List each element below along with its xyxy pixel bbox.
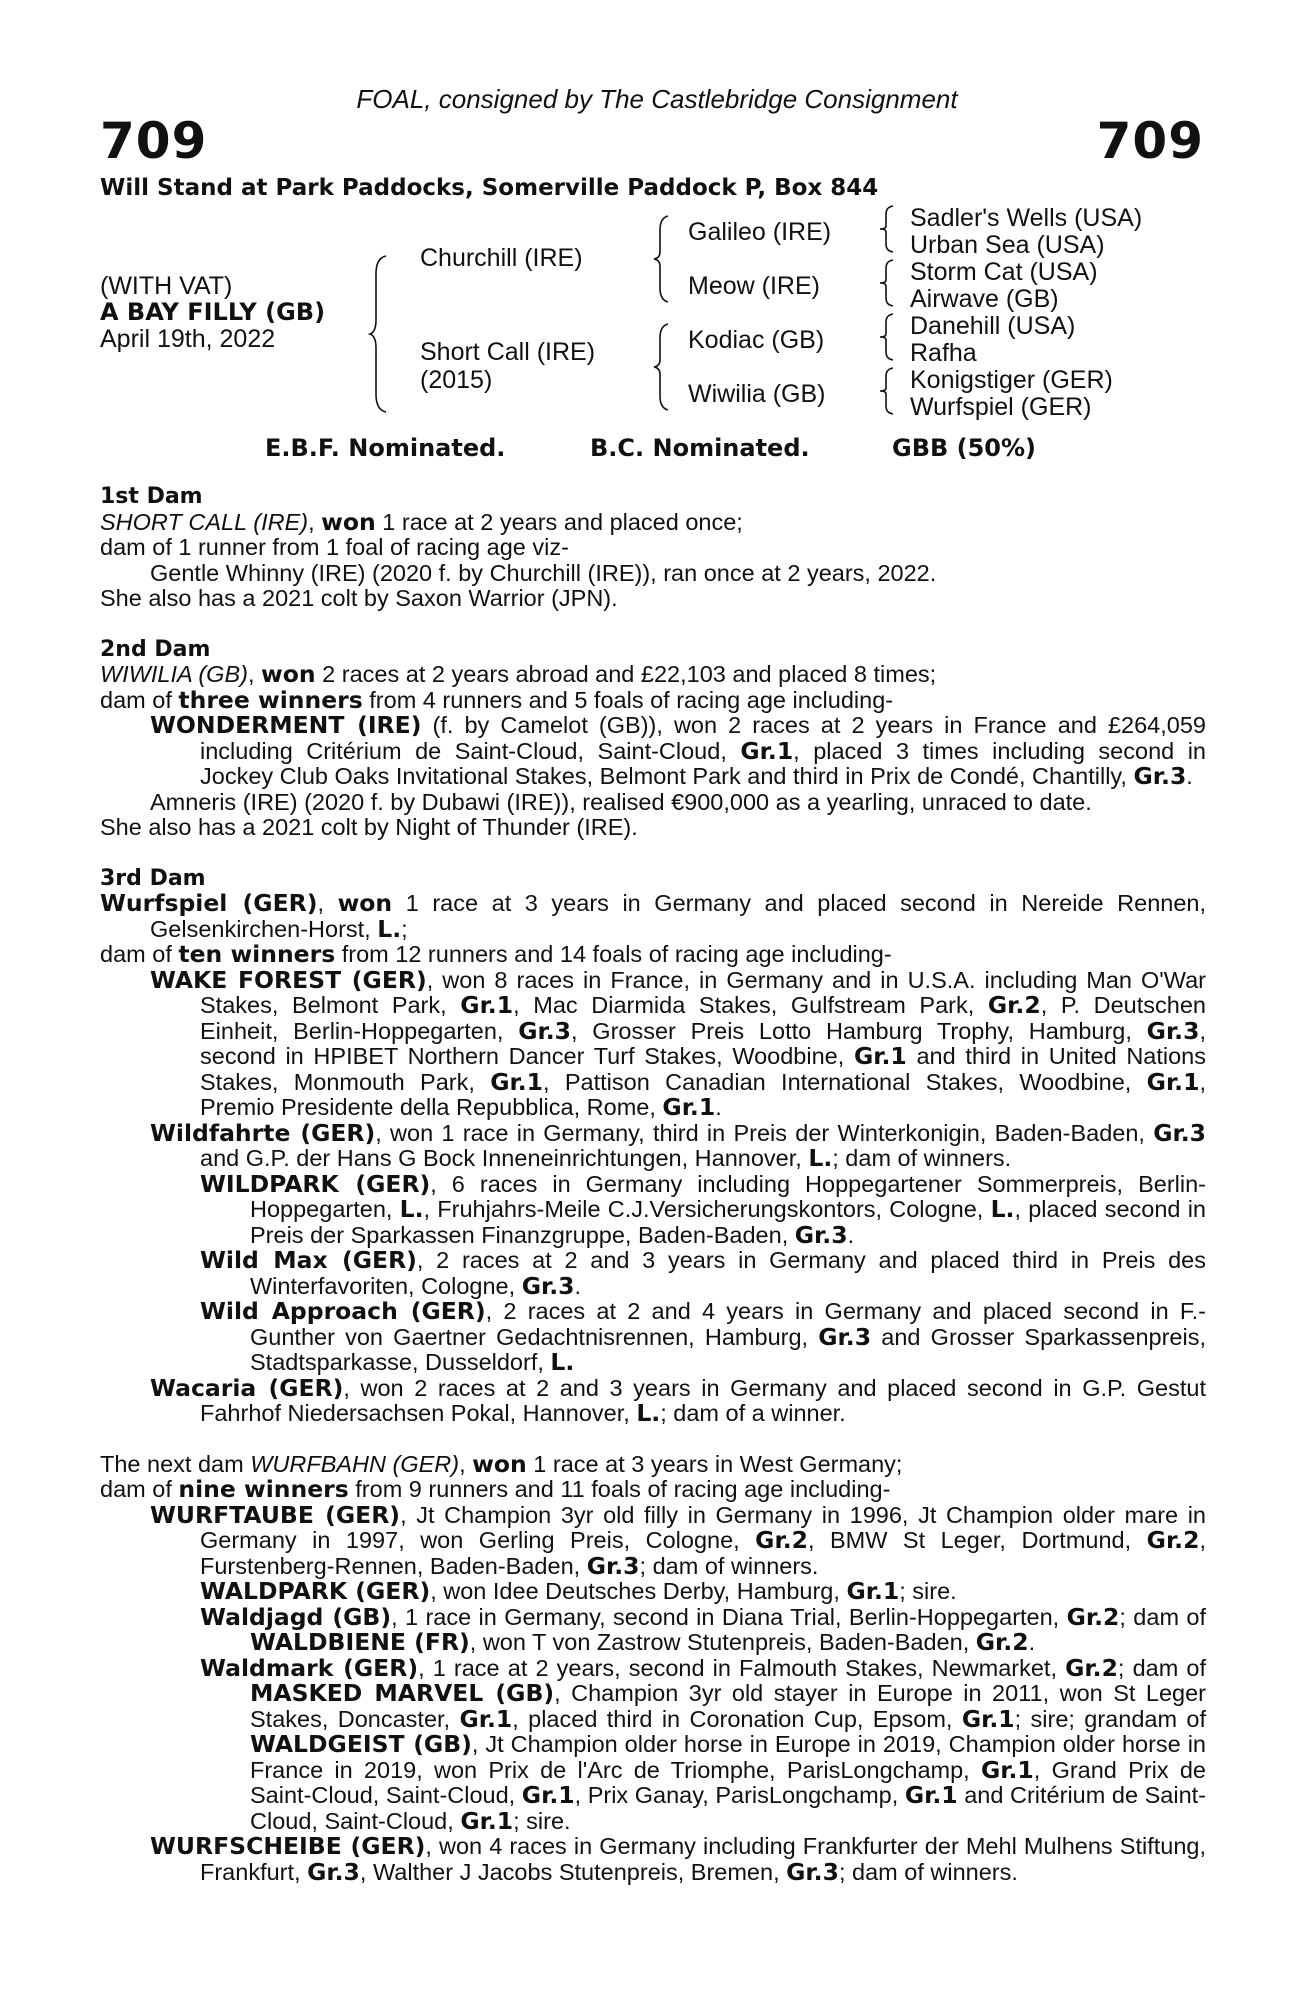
gg-8: Wurfspiel (GER) xyxy=(910,393,1092,421)
gg-5: Danehill (USA) xyxy=(910,312,1076,340)
lot-number-left: 709 xyxy=(100,112,208,170)
next-dam-produce: dam of nine winners from 9 runners and 11 foals of racing age including- xyxy=(100,1475,891,1503)
bold-run: Gr.2 xyxy=(1065,1653,1118,1682)
sire-name: Churchill (IRE) xyxy=(420,244,583,272)
bold-run: Waldmark (GER) xyxy=(200,1653,419,1682)
first-dam-also: She also has a 2021 colt by Saxon Warrior (JPN). xyxy=(100,585,618,611)
bold-run: Gr.3 xyxy=(1153,1118,1206,1147)
dam-sire: Kodiac (GB) xyxy=(688,326,825,354)
next-dam-foal-1: WURFTAUBE (GER), Jt Champion 3yr old filly in Germany in 1996, Jt Champion older mare in Germany in 1997, won Gerling Preis, Cologne, Gr.2, BMW St Leger, Dortmund, Gr.2, Furstenberg-Rennen, Baden-Baden, Gr.3; dam of winners. xyxy=(150,1500,1207,1580)
bold-run: Gr.1 xyxy=(490,1067,544,1096)
gg-1: Sadler's Wells (USA) xyxy=(910,204,1143,232)
bold-run: L. xyxy=(377,914,402,943)
bold-run: won xyxy=(472,1449,527,1478)
bold-run: nine winners xyxy=(178,1475,349,1503)
bold-run: WALDGEIST (GB) xyxy=(250,1730,472,1758)
bold-run: WALDPARK (GER) xyxy=(200,1577,431,1605)
bold-run: Gr.1 xyxy=(662,1093,716,1121)
bold-run: Gr.1 xyxy=(459,1704,513,1733)
third-dam-foal-3: Wacaria (GER), won 2 races at 2 and 3 years in Germany and placed second in G.P. Gestut Fahrhof Niedersachsen Pokal, Hannover, L.; dam of a winner. xyxy=(150,1373,1206,1427)
italic-run: WURFBAHN (GER) xyxy=(250,1450,460,1477)
bold-run: Gr.1 xyxy=(980,1755,1034,1784)
main-brace xyxy=(368,254,392,414)
gg-brace-1 xyxy=(878,204,898,254)
bold-run: Gr.3 xyxy=(586,1551,640,1580)
bold-run: Gr.3 xyxy=(818,1322,872,1351)
gg-brace-2 xyxy=(878,258,898,308)
bold-run: Gr.2 xyxy=(975,1628,1029,1656)
bold-run: Gr.2 xyxy=(755,1526,808,1554)
bold-run: Gr.3 xyxy=(518,1016,572,1045)
bold-run: ten winners xyxy=(178,940,336,968)
bold-run: won xyxy=(261,660,316,688)
italic-run: SHORT CALL (IRE) xyxy=(100,508,309,535)
bold-run: Wacaria (GER) xyxy=(150,1373,344,1402)
second-dam-foal-2: Amneris (IRE) (2020 f. by Dubawi (IRE)), realised €900,000 as a yearling, unraced to date. xyxy=(150,788,1092,815)
gg-brace-3 xyxy=(878,312,898,362)
vat-note: (WITH VAT) xyxy=(100,272,233,300)
bold-run: Gr.1 xyxy=(904,1781,958,1809)
consignment-line: FOAL, consigned by The Castlebridge Consignment xyxy=(356,84,958,114)
bold-run: MASKED MARVEL (GB) xyxy=(250,1679,555,1707)
produce-record xyxy=(100,484,1206,1885)
first-dam-produce: dam of 1 runner from 1 foal of racing age viz- xyxy=(100,534,569,560)
gg-2: Urban Sea (USA) xyxy=(910,231,1105,259)
third-dam-line: Wurfspiel (GER), won 1 race at 3 years in Germany and placed second in Nereide Rennen, Gelsenkirchen-Horst, L.; xyxy=(100,889,1206,943)
dam-name: Short Call (IRE) xyxy=(420,338,596,366)
dam-dam: Wiwilia (GB) xyxy=(688,380,826,408)
sire-sire: Galileo (IRE) xyxy=(688,218,832,246)
third-dam-grandfoal-3: Wild Approach (GER), 2 races at 2 and 4 years in Germany and placed second in F.-Gunther von Gaertner Gedachtnisrennen, Hamburg, Gr.3 and Grosser Sparkassenpreis, Stadtsparkasse, Dusseldorf, L. xyxy=(200,1297,1206,1376)
italic-run: WIWILIA (GB) xyxy=(100,661,248,687)
sire-dam: Meow (IRE) xyxy=(688,272,820,300)
bold-run: Waldjagd (GB) xyxy=(200,1602,392,1631)
sire-brace xyxy=(652,214,674,304)
bold-run: WONDERMENT (IRE) xyxy=(150,711,422,739)
dam-brace xyxy=(652,322,674,412)
bold-run: Gr.1 xyxy=(853,1042,907,1070)
bold-run: Wildfahrte (GER) xyxy=(150,1118,376,1147)
bold-run: Gr.2 xyxy=(987,991,1041,1019)
bold-run: Gr.3 xyxy=(786,1857,839,1886)
first-dam-heading: 1st Dam xyxy=(100,484,203,509)
next-dam-grandfoal-3: Waldmark (GER), 1 race at 2 years, second in Falmouth Stakes, Newmarket, Gr.2; dam of MASKED MARVEL (GB), Champion 3yr old stayer in Europe in 2011, won St Leger Stakes, Doncaster, Gr.1, placed third in Coronation Cup, Epsom, Gr.1; sire; grandam of WALDGEIST (GB), Jt Champion older horse in Europe in 2019, Champion older horse in France in 2019, won Prix de l'Arc de Triomphe, ParisLongchamp, Gr.1, Grand Prix de Saint-Cloud, Saint-Cloud, Gr.1, Prix Ganay, ParisLongchamp, Gr.1 and Critérium de Saint-Cloud, Saint-Cloud, Gr.1; sire. xyxy=(200,1653,1206,1835)
bold-run: WAKE FOREST (GER) xyxy=(150,965,427,994)
bold-run: Gr.3 xyxy=(307,1857,360,1886)
bold-run: Gr.3 xyxy=(521,1271,575,1300)
next-dam-line: The next dam WURFBAHN (GER), won 1 race at 3 years in West Germany; xyxy=(100,1449,903,1478)
gg-6: Rafha xyxy=(910,339,977,367)
bold-run: Gr.1 xyxy=(460,1806,514,1835)
bold-run: won xyxy=(321,507,376,536)
first-dam-foal: Gentle Whinny (IRE) (2020 f. by Churchill (IRE)), ran once at 2 years, 2022. xyxy=(150,559,937,586)
bold-run: Wurfspiel (GER) xyxy=(100,889,318,917)
dam-year: (2015) xyxy=(420,366,493,394)
bold-run: WURFTAUBE (GER) xyxy=(150,1500,401,1529)
third-dam-foal-2: Wildfahrte (GER), won 1 race in Germany, third in Preis der Winterkonigin, Baden-Baden, Gr.3 and G.P. der Hans G Bock Inneneinrichtungen, Hannover, L.; dam of winners. xyxy=(150,1118,1206,1172)
third-dam-foal-1: WAKE FOREST (GER), won 8 races in France, in Germany and in U.S.A. including Man O'War Stakes, Belmont Park, Gr.1, Mac Diarmida Stakes, Gulfstream Park, Gr.2, P. Deutschen Einheit, Berlin-Hoppegarten, Gr.3, Grosser Preis Lotto Hamburg Trophy, Hamburg, Gr.3, second in HPIBET Northern Dancer Turf Stakes, Woodbine, Gr.1 and third in United Nations Stakes, Monmouth Park, Gr.1, Pattison Canadian International Stakes, Woodbine, Gr.1, Premio Presidente della Repubblica, Rome, Gr.1. xyxy=(150,965,1207,1121)
next-dam-foal-2: WURFSCHEIBE (GER), won 4 races in Germany including Frankfurter der Mehl Mulhens Stiftung, Frankfurt, Gr.3, Walther J Jacobs Stutenpreis, Bremen, Gr.3; dam of winners. xyxy=(150,1832,1206,1886)
gbb-nomination: GBB (50%) xyxy=(892,434,1037,462)
third-dam-produce: dam of ten winners from 12 runners and 14 foals of racing age including- xyxy=(100,940,892,968)
ebf-nomination: E.B.F. Nominated. xyxy=(265,434,506,462)
foal-date: April 19th, 2022 xyxy=(100,325,276,353)
bold-run: L. xyxy=(550,1348,575,1376)
first-dam-line: SHORT CALL (IRE), won 1 race at 2 years and placed once; xyxy=(100,507,743,536)
second-dam-foal-1: WONDERMENT (IRE) (f. by Camelot (GB)), won 2 races at 2 years in France and £264,059 including Critérium de Saint-Cloud, Saint-Cloud, Gr.1, placed 3 times including second in Jockey Club Oaks Invitational Stakes, Belmont Park and third in Prix de Condé, Chantilly, Gr.3. xyxy=(150,711,1206,790)
bold-run: Gr.1 xyxy=(1146,1067,1200,1096)
bold-run: Wild Max (GER) xyxy=(200,1246,417,1274)
bold-run: Gr.1 xyxy=(740,736,794,765)
bold-run: Gr.1 xyxy=(460,991,514,1019)
bold-run: Wild Approach (GER) xyxy=(200,1297,486,1325)
bold-run: L. xyxy=(636,1399,661,1427)
bold-run: Gr.1 xyxy=(961,1704,1015,1733)
bold-run: Gr.3 xyxy=(1133,762,1187,790)
third-dam-grandfoal-1: WILDPARK (GER), 6 races in Germany including Hoppegartener Sommerpreis, Berlin-Hoppegarten, L., Fruhjahrs-Meile C.J.Versicherungskontors, Cologne, L., placed second in Preis der Sparkassen Finanzgruppe, Baden-Baden, Gr.3. xyxy=(200,1169,1206,1249)
second-dam-line: WIWILIA (GB), won 2 races at 2 years abroad and £22,103 and placed 8 times; xyxy=(100,660,937,688)
bold-run: Gr.2 xyxy=(1066,1602,1120,1631)
gg-brace-4 xyxy=(878,366,898,416)
bold-run: L. xyxy=(399,1195,424,1223)
next-dam-grandfoal-1: WALDPARK (GER), won Idee Deutsches Derby, Hamburg, Gr.1; sire. xyxy=(200,1577,957,1605)
bold-run: three winners xyxy=(178,685,363,714)
third-dam-grandfoal-2: Wild Max (GER), 2 races at 2 and 3 years in Germany and placed third in Preis des Winterfavoriten, Cologne, Gr.3. xyxy=(200,1246,1206,1300)
bold-run: Gr.3 xyxy=(1146,1016,1200,1045)
bold-run: WURFSCHEIBE (GER) xyxy=(150,1832,426,1860)
stand-location: Will Stand at Park Paddocks, Somerville Paddock P, Box 844 xyxy=(100,175,879,201)
gg-7: Konigstiger (GER) xyxy=(910,366,1113,394)
bold-run: Gr.1 xyxy=(521,1781,575,1809)
bold-run: L. xyxy=(990,1195,1015,1223)
gg-4: Airwave (GB) xyxy=(910,285,1059,313)
second-dam-also: She also has a 2021 colt by Night of Thunder (IRE). xyxy=(100,814,638,840)
bold-run: Gr.3 xyxy=(794,1220,848,1249)
bold-run: WALDBIENE (FR) xyxy=(250,1628,470,1656)
third-dam-heading: 3rd Dam xyxy=(100,865,206,891)
second-dam-produce: dam of three winners from 4 runners and 5 foals of racing age including- xyxy=(100,685,894,714)
lot-number-right: 709 xyxy=(1096,112,1204,170)
bold-run: L. xyxy=(808,1144,833,1172)
bc-nomination: B.C. Nominated. xyxy=(590,434,810,462)
next-dam-grandfoal-2: Waldjagd (GB), 1 race in Germany, second in Diana Trial, Berlin-Hoppegarten, Gr.2; dam of WALDBIENE (FR), won T von Zastrow Stutenpreis, Baden-Baden, Gr.2. xyxy=(200,1602,1206,1656)
bold-run: WILDPARK (GER) xyxy=(200,1169,431,1198)
second-dam-heading: 2nd Dam xyxy=(100,636,211,662)
gg-3: Storm Cat (USA) xyxy=(910,258,1098,286)
bold-run: Gr.2 xyxy=(1146,1526,1200,1554)
bold-run: won xyxy=(337,889,393,917)
horse-name: A BAY FILLY (GB) xyxy=(100,298,326,326)
bold-run: Gr.1 xyxy=(846,1577,900,1605)
